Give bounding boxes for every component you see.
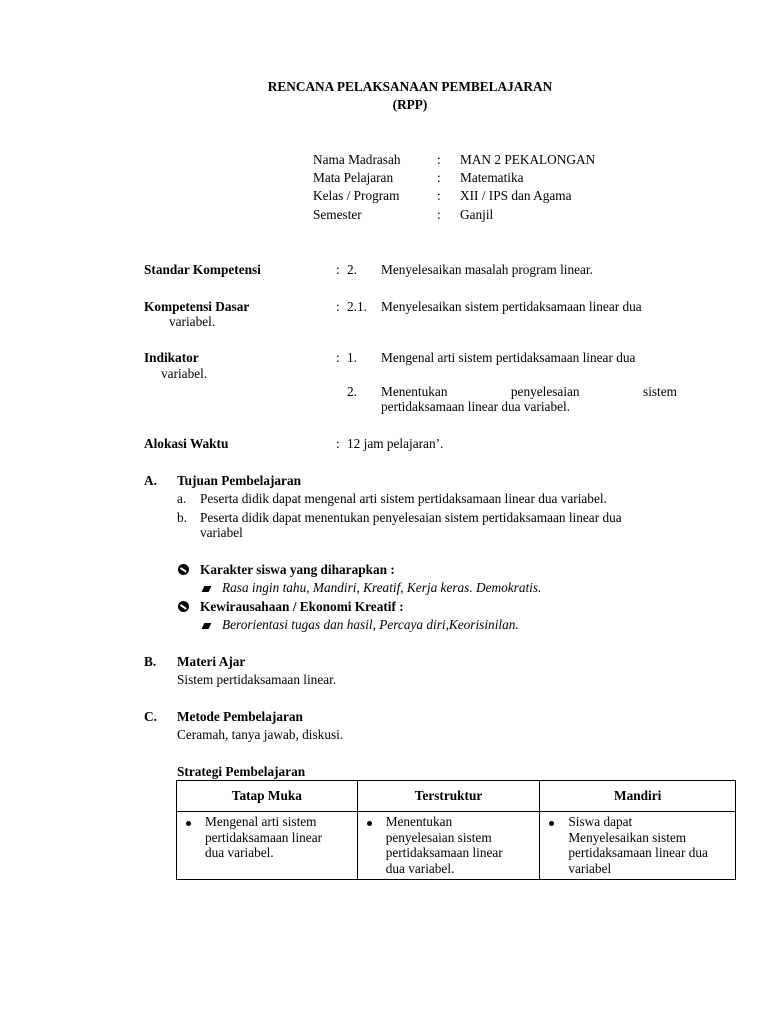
bullet-icon — [183, 814, 205, 861]
indikator-text: Mengenal arti sistem pertidaksamaan linear dua — [381, 350, 636, 365]
indikator-text-justified — [381, 384, 677, 400]
sk-label: Standar Kompetensi — [144, 262, 261, 277]
identity-value: Ganjil — [460, 207, 494, 222]
table-cell — [357, 812, 540, 880]
karakter-item: Rasa ingin tahu, Mandiri, Kreatif, Kerja keras. Demokratis. — [222, 580, 542, 595]
indikator-text-line2: pertidaksamaan linear dua variabel. — [381, 399, 571, 414]
identity-value: XII / IPS dan Agama — [460, 188, 572, 203]
tujuan-item: Peserta didik dapat mengenal arti sistem pertidaksamaan linear dua variabel. — [200, 491, 607, 506]
tujuan-item: Peserta didik dapat menentukan penyelesaian sistem pertidaksamaan linear dua — [200, 510, 622, 525]
column-header: Terstruktur — [357, 781, 540, 812]
identity-label: Nama Madrasah — [313, 152, 401, 167]
cell-line: pertidaksamaan linear dua — [568, 845, 708, 860]
word: Menentukan — [381, 384, 448, 399]
column-header: Mandiri — [540, 781, 736, 812]
identity-colon: : — [437, 170, 441, 185]
cell-line: Menentukan — [385, 814, 453, 829]
cell-line: dua variabel. — [205, 845, 274, 860]
cell-line: dua variabel. — [385, 860, 455, 876]
table-header-row — [177, 781, 736, 812]
cell-line: Mengenal arti sistem — [205, 814, 317, 829]
document-subtitle: (RPP) — [392, 97, 428, 112]
identity-colon: : — [437, 188, 441, 203]
column-header: Tatap Muka — [177, 781, 358, 812]
tujuan-item-continued: variabel — [200, 525, 243, 540]
metode-heading: Metode Pembelajaran — [177, 709, 303, 724]
materi-heading: Materi Ajar — [177, 654, 246, 669]
karakter-heading: Karakter siswa yang diharapkan : — [200, 562, 395, 577]
cell-line: penyelesaian sistem — [385, 829, 492, 845]
strategi-table — [176, 780, 736, 880]
indikator-number: 1. — [347, 350, 357, 365]
identity-value: MAN 2 PEKALONGAN — [460, 152, 596, 167]
identity-value: Matematika — [460, 170, 524, 185]
indikator-text-continued: variabel. — [161, 366, 208, 381]
identity-label: Semester — [313, 207, 362, 222]
materi-text: Sistem pertidaksamaan linear. — [177, 672, 337, 687]
strategi-heading: Strategi Pembelajaran — [177, 764, 306, 779]
list-marker: a. — [177, 491, 187, 506]
kd-number: 2.1. — [347, 299, 367, 314]
kd-text: Menyelesaikan sistem pertidaksamaan linear dua — [381, 299, 642, 314]
section-letter: A. — [144, 473, 157, 488]
circle-bullet-icon — [178, 599, 189, 615]
indikator-number: 2. — [347, 384, 357, 399]
flag-bullet-icon — [203, 617, 210, 633]
table-row — [177, 812, 736, 880]
metode-text: Ceramah, tanya jawab, diskusi. — [177, 727, 344, 742]
indikator-colon: : — [336, 350, 340, 365]
word: penyelesaian — [510, 384, 580, 399]
tujuan-heading: Tujuan Pembelajaran — [177, 473, 301, 488]
identity-label: Mata Pelajaran — [313, 170, 394, 185]
table-cell — [177, 812, 358, 880]
cell-line: Menyelesaikan sistem — [568, 829, 687, 845]
identity-colon: : — [437, 207, 441, 222]
alokasi-colon: : — [336, 436, 340, 451]
bullet-icon — [364, 814, 386, 876]
cell-line: pertidaksamaan linear — [385, 845, 503, 860]
table-cell — [540, 812, 736, 880]
flag-bullet-icon — [203, 580, 210, 596]
cell-line: pertidaksamaan linear — [205, 829, 323, 845]
bullet-icon — [546, 814, 568, 876]
section-letter: C. — [144, 709, 157, 724]
sk-number: 2. — [347, 262, 357, 277]
alokasi-text: 12 jam pelajaran’. — [347, 436, 444, 451]
kd-colon: : — [336, 299, 340, 314]
kd-label: Kompetensi Dasar — [144, 299, 250, 314]
kewirausahaan-heading: Kewirausahaan / Ekonomi Kreatif : — [200, 599, 404, 614]
sk-text: Menyelesaikan masalah program linear. — [381, 262, 593, 277]
identity-label: Kelas / Program — [313, 188, 400, 203]
cell-line: variabel — [568, 860, 612, 876]
kd-text-continued: variabel. — [169, 314, 216, 329]
list-marker: b. — [177, 510, 187, 525]
circle-bullet-icon — [178, 562, 189, 578]
section-letter: B. — [144, 654, 157, 669]
identity-colon: : — [437, 152, 441, 167]
document-title: RENCANA PELAKSANAAN PEMBELAJARAN — [267, 79, 553, 94]
alokasi-label: Alokasi Waktu — [144, 436, 229, 451]
cell-line: Siswa dapat — [568, 814, 633, 829]
sk-colon: : — [336, 262, 340, 277]
word: sistem — [643, 384, 677, 399]
indikator-label: Indikator — [144, 350, 199, 365]
kewirausahaan-item: Berorientasi tugas dan hasil, Percaya diri,Keorisinilan. — [222, 617, 519, 632]
